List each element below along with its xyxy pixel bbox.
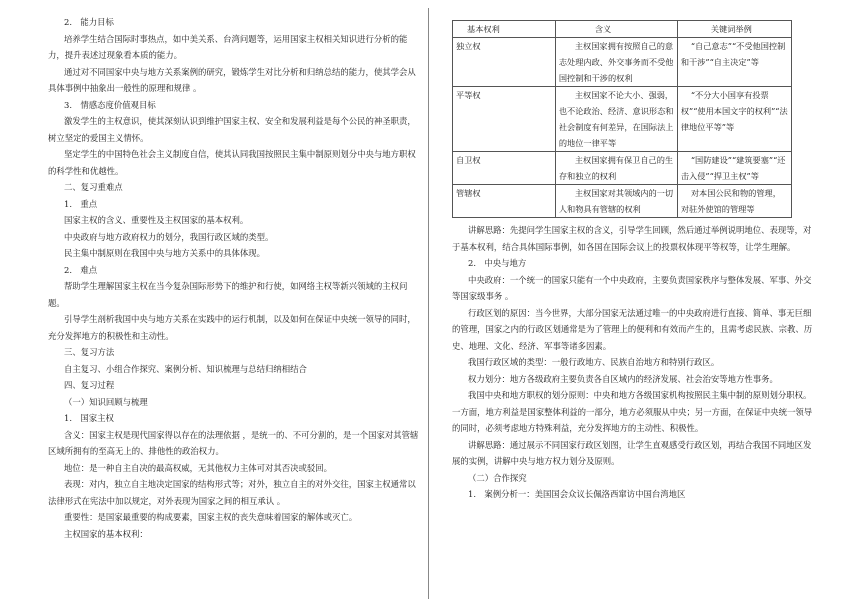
paragraph: 激发学生的主权意识，使其深刻认识到维护国家主权、安全和发展利益是每个公民的神圣职责，树立坚定的爱国主义情怀。 [48, 116, 416, 143]
right-column [452, 20, 814, 503]
paragraph: 我国中央和地方职权的划分原则：中央和地方各级国家机构按照民主集中制的原则划分职权。一方面，地方利益是国家整体利益的一部分，地方必须服从中央；另一方面，在保证中央统一领导的同时，必须考虑地方特殊利益，充分发挥地方的主动性、积极性。 [452, 390, 813, 433]
section-heading: 2. 中央与地方 [468, 258, 527, 268]
table-cell: 对本国公民和物的管理，对驻外使馆的管理等 [677, 185, 791, 218]
right-text-body [452, 222, 814, 503]
sovereign-rights-table [452, 20, 792, 218]
paragraph: 主权国家的基本权利： [64, 528, 148, 539]
paragraph: 行政区划的原因：当今世界，大部分国家无法通过唯一的中央政府进行直接、简单、事无巨细的管理，国家之内的行政区划通常是为了管理上的便利和有效而产生的，且需考虑民族、宗教、历史、地理、文化、经济、军事等诸多因素。 [452, 307, 813, 351]
table-header-cell: 基本权利 [453, 21, 556, 38]
paragraph: 国家主权的含义、重要性及主权国家的基本权利。 [64, 215, 249, 225]
table-cell: 独立权 [453, 38, 556, 87]
left-column [48, 14, 420, 542]
table-cell: 平等权 [453, 87, 556, 152]
table-row [453, 38, 792, 87]
paragraph: 1. 案例分析一：美国国会众议长佩洛西窜访中国台湾地区 [468, 489, 686, 499]
paragraph: 三、复习方法 [64, 347, 115, 357]
table-cell: “不分大小国享有投票权”“使用本国文字的权利”“法律地位平等”等 [677, 87, 791, 152]
table-cell: 管辖权 [453, 185, 556, 218]
table-header-cell: 关键词举例 [677, 21, 791, 38]
paragraph: 民主集中制原则在我国中央与地方关系中的具体体现。 [64, 248, 265, 258]
paragraph: 中央政府：一个统一的国家只能有一个中央政府，主要负责国家秩序与整体发展、军事、外交等国家级事务 。 [452, 274, 812, 301]
paragraph: （二）合作探究 [468, 472, 527, 483]
section-heading: 2. 难点 [64, 264, 98, 275]
section-heading: 2. 能力目标 [64, 17, 114, 27]
table-cell: 主权国家不论大小、强弱，也不论政治、经济、意识形态和社会制度有何差异，在国际法上的地位一律平等 [555, 87, 677, 152]
paragraph: 讲解思路：通过展示不同国家行政区划图，让学生直观感受行政区划，再结合我国不同地区发展的实例，讲解中央与地方权力划分及原则。 [452, 439, 812, 466]
section-heading: 3. 情感态度价值观目标 [64, 99, 156, 110]
paragraph: 通过对不同国家中央与地方关系案例的研究，锻炼学生对比分析和归纳总结的能力，使其学会从具体事例中抽象出一般性的原理和规律 。 [48, 66, 416, 93]
paragraph: 四、复习过程 [64, 380, 115, 390]
table-cell: 主权国家拥有按照自己的意志处理内政、外交事务而不受他国控制和干涉的权利 [555, 38, 677, 87]
table-row [453, 87, 792, 152]
table-cell: 主权国家拥有保卫自己的生存和独立的权利 [555, 152, 677, 185]
paragraph: 引导学生剖析我国中央与地方关系在实践中的运行机制，以及如何在保证中央统一领导的同时，充分发挥地方的积极性和主动性。 [48, 314, 416, 341]
paragraph: 地位：是一种自主自决的最高权威，无其他权力主体可对其否决或驳回。 [64, 462, 332, 473]
table-header-row [453, 21, 792, 38]
paragraph: 权力划分：地方各级政府主要负责各自区域内的经济发展、社会治安等地方性事务。 [468, 373, 778, 384]
table-row [453, 185, 792, 218]
section-heading: 1. 重点 [64, 198, 98, 209]
paragraph: 讲解思路：先提问学生国家主权的含义，引导学生回顾，然后通过举例说明地位、表现等，对于基本权利，结合具体国际事例，如各国在国际会议上的投票权体现平等权等，让学生理解。 [452, 225, 812, 252]
table-header-cell: 含义 [555, 21, 677, 38]
paragraph: 中央政府与地方政府权力的划分，我国行政区域的类型。 [64, 231, 274, 242]
paragraph: 自主复习、小组合作探究、案例分析、知识梳理与总结归纳相结合 [64, 363, 307, 374]
paragraph: （一）知识回顾与梳理 [64, 396, 148, 407]
paragraph: 含义：国家主权是现代国家得以存在的法理依据 ，是统一的、不可分割的，是一个国家对其管辖区域所拥有的至高无上的、排他性的政治权力。 [48, 429, 419, 456]
paragraph: 二、复习重难点 [64, 182, 123, 192]
table-cell: 自卫权 [453, 152, 556, 185]
paragraph: 我国行政区域的类型：一般行政地方、民族自治地方和特别行政区。 [468, 357, 720, 367]
table-cell: 主权国家对其领域内的一切人和物具有管辖的权利 [555, 185, 677, 218]
paragraph: 培养学生结合国际时事热点，如中美关系、台湾问题等，运用国家主权相关知识进行分析的能力，提升表述过现象看本质的能力。 [48, 33, 408, 60]
page-divider [428, 8, 429, 599]
section-heading: 1. 国家主权 [64, 413, 114, 423]
paragraph: 表现：对内，独立自主地决定国家的结构形式等；对外，独立自主的对外交往，国家主权通常以法律形式在宪法中加以规定，对外表现为国家之间的相互承认 。 [48, 479, 416, 506]
table-cell: “国防建设”“建筑要塞”“还击入侵”“捍卫主权”等 [677, 152, 791, 185]
table-cell: “自己意志”“不受他国控制和干涉”“自主决定”等 [677, 38, 791, 87]
paragraph: 重要性：是国家最重要的构成要素，国家主权的丧失意味着国家的解体或灭亡。 [64, 512, 358, 522]
table-row [453, 152, 792, 185]
paragraph: 坚定学生的中国特色社会主义制度自信，使其认同我国按照民主集中制原则划分中央与地方职权的科学性和优越性。 [48, 149, 416, 176]
paragraph: 帮助学生理解国家主权在当今复杂国际形势下的维护和行使，如网络主权等新兴领域的主权问题。 [48, 281, 408, 308]
